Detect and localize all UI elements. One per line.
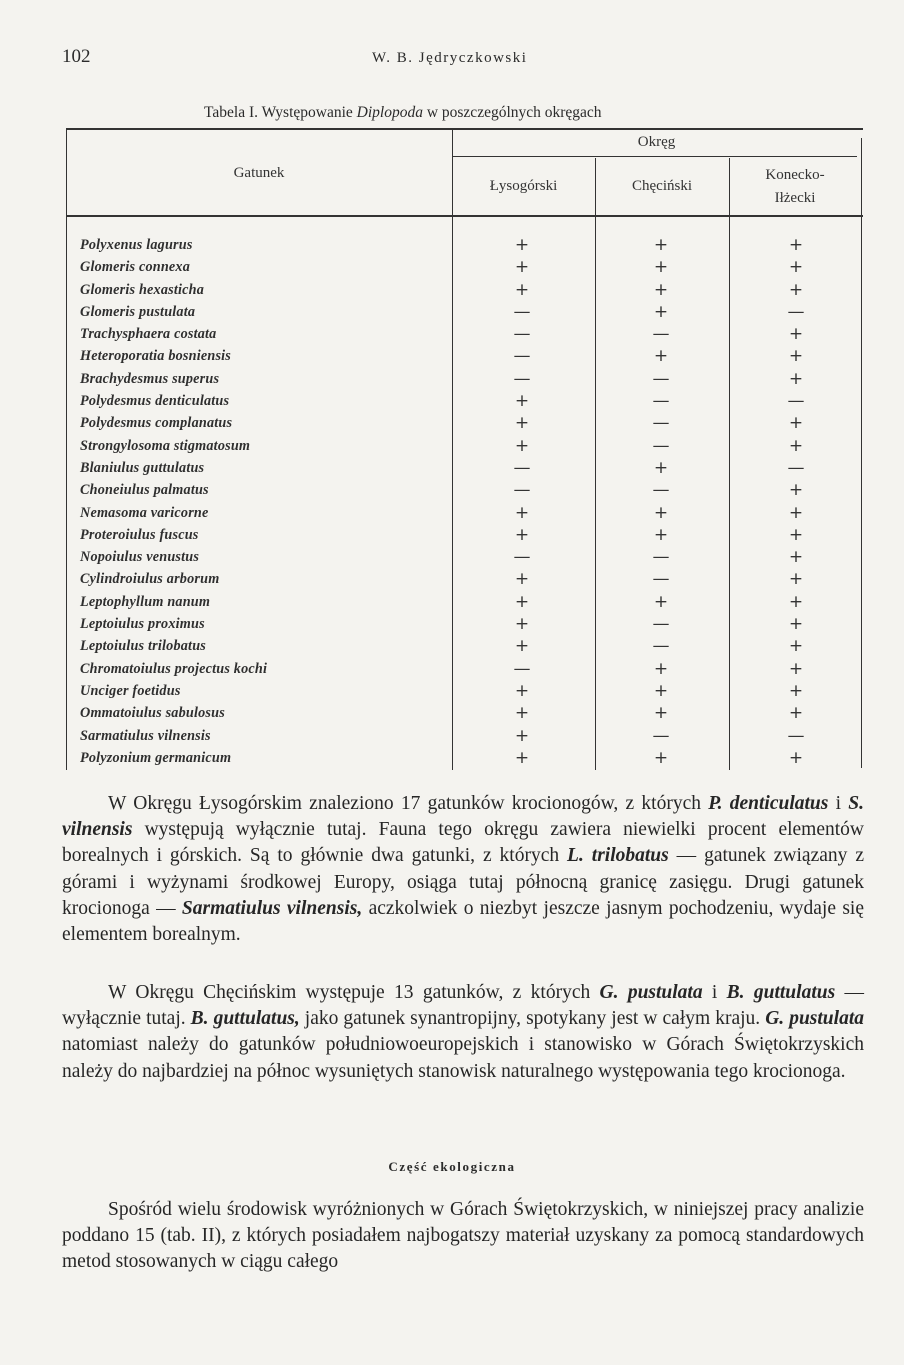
occurrence-mark-c1: +	[514, 257, 530, 278]
occurrence-mark-c1: +	[514, 435, 530, 456]
occurrence-mark-c3: +	[788, 324, 804, 345]
species-name: Choneiulus palmatus	[80, 482, 209, 499]
species-name: Heteroporatia bosniensis	[80, 348, 232, 365]
p2-i4: G. pustulata	[765, 1008, 864, 1030]
p2-t5: natomiast należy do gatunków południowoeuropejskich i stanowisko w Górach Świętokrzyskich należy do najbardziej na północ wysuniętych stanowisk naturalnego występowania tego krocionoga.	[62, 1034, 864, 1082]
p1-t2: i	[828, 793, 849, 814]
occurrence-mark-c1: —	[513, 457, 531, 478]
species-name: Nemasoma varicorne	[80, 504, 209, 521]
species-name: Glomeris hexasticha	[80, 281, 205, 298]
occurrence-mark-c2: +	[653, 346, 669, 367]
table-header-rule	[66, 215, 863, 217]
species-name: Chromatoiulus projectus kochi	[80, 660, 268, 677]
species-name: Ommatoiulus sabulosus	[80, 705, 225, 722]
table-row	[66, 345, 876, 367]
p1-i4: Sarmatiulus vilnensis,	[181, 897, 363, 919]
species-name: Blaniulus guttulatus	[80, 459, 205, 476]
species-name: Cylindroiulus arborum	[80, 571, 220, 588]
species-name: Polydesmus denticulatus	[80, 393, 230, 410]
p1-t3: występują wyłącznie tutaj. Fauna tego okręgu zawiera niewielki procent elementów borealnych i górskich. Są to głównie dwa gatunki, z których	[62, 819, 864, 867]
occurrence-mark-c1: —	[513, 480, 531, 501]
p1-t4: — gatunek związany z górami i wyżynami środkowej Europy, osiąga tutaj północną granicę zasięgu. Drugi gatunek krocionoga —	[62, 845, 864, 919]
occurrence-mark-c3: +	[788, 614, 804, 635]
p1-i3: L. trilobatus	[567, 845, 669, 867]
occurrence-mark-c2: —	[652, 636, 670, 657]
occurrence-mark-c3: +	[788, 591, 804, 612]
p2-i3: B. guttulatus,	[190, 1008, 300, 1030]
header-lysogorski: Łysogórski	[489, 178, 558, 194]
occurrence-mark-c3: —	[787, 391, 805, 412]
table-row	[66, 725, 876, 747]
header-checinski: Chęciński	[632, 178, 692, 194]
table-row	[66, 680, 876, 702]
occurrence-mark-c3: +	[788, 680, 804, 701]
occurrence-mark-c3: +	[788, 257, 804, 278]
occurrence-mark-c2: —	[652, 614, 670, 635]
occurrence-mark-c1: —	[513, 658, 531, 679]
species-name: Proteroiulus fuscus	[80, 526, 199, 543]
occurrence-mark-c3: —	[787, 725, 805, 746]
running-head: W. B. Jędryczkowski	[372, 50, 528, 66]
occurrence-mark-c2: +	[653, 279, 669, 300]
paragraph-ecology: Spośród wielu środowisk wyróżnionych w Górach Świętokrzyskich, w niniejszej pracy analizie poddano 15 (tab. II), z których posiadałem najbogatszy materiał uzyskany za pomocą standardowych metod stosowanych w ciągu całego	[62, 1199, 864, 1273]
occurrence-mark-c1: —	[513, 547, 531, 568]
occurrence-mark-c1: +	[514, 747, 530, 768]
occurrence-mark-c3: +	[788, 658, 804, 679]
p2-t3: — wyłącznie tutaj.	[62, 982, 864, 1030]
table-row	[66, 435, 876, 457]
occurrence-mark-c1: —	[513, 346, 531, 367]
table-row	[66, 613, 876, 635]
occurrence-mark-c1: +	[514, 524, 530, 545]
p1-t1: W Okręgu Łysogórskim znaleziono 17 gatunków krocionogów, z których	[108, 793, 709, 814]
table-row	[66, 524, 876, 546]
occurrence-mark-c1: —	[513, 324, 531, 345]
occurrence-mark-c2: —	[652, 569, 670, 590]
table-row	[66, 479, 876, 501]
table-row	[66, 279, 876, 301]
page-number: 102	[62, 46, 91, 67]
p1-t5: aczkolwiek o niezbyt jeszcze jasnym pochodzeniu, wydaje się elementem borealnym.	[62, 897, 864, 946]
header-species: Gatunek	[233, 165, 285, 181]
occurrence-mark-c3: +	[788, 235, 804, 255]
header-konecko-line1: Konecko-	[765, 167, 825, 183]
species-name: Nopoiulus venustus	[80, 549, 200, 566]
occurrence-mark-c1: +	[514, 725, 530, 746]
species-name: Leptoiulus proximus	[80, 616, 205, 633]
occurrence-mark-c1: +	[514, 636, 530, 657]
species-name: Polyzonium germanicum	[80, 749, 232, 766]
occurrence-mark-c1: +	[514, 391, 530, 412]
occurrence-mark-c3: +	[788, 368, 804, 389]
occurrence-mark-c3: +	[788, 569, 804, 590]
occurrence-mark-c1: +	[514, 413, 530, 434]
p2-i2: B. guttulatus	[726, 982, 836, 1003]
table-row	[66, 368, 876, 390]
table-row	[66, 747, 876, 769]
header-konecko-line2: Iłżecki	[774, 190, 816, 206]
occurrence-mark-c2: —	[652, 368, 670, 389]
species-name: Strongylosoma stigmatosum	[80, 437, 251, 454]
occurrence-mark-c2: +	[653, 591, 669, 612]
occurrence-mark-c2: +	[653, 703, 669, 724]
species-name: Polydesmus complanatus	[80, 415, 233, 432]
occurrence-mark-c2: —	[652, 324, 670, 345]
occurrence-mark-c3: +	[788, 279, 804, 300]
header-district: Okręg	[637, 134, 676, 150]
table-row	[66, 546, 876, 568]
occurrence-mark-c1: +	[514, 680, 530, 701]
occurrence-mark-c2: +	[653, 680, 669, 701]
species-name: Leptoiulus trilobatus	[80, 638, 207, 655]
p2-t2: i	[702, 982, 727, 1003]
occurrence-mark-c2: —	[652, 547, 670, 568]
occurrence-mark-c2: —	[652, 725, 670, 746]
table-row	[66, 635, 876, 657]
occurrence-mark-c2: +	[653, 257, 669, 278]
occurrence-mark-c1: +	[514, 502, 530, 523]
species-name: Glomeris connexa	[80, 259, 191, 276]
table-row	[66, 457, 876, 479]
paragraph-checinski	[62, 980, 864, 1085]
caption-suffix: w poszczególnych okręgach	[422, 104, 602, 121]
species-name: Sarmatiulus vilnensis	[80, 727, 211, 744]
table-row	[66, 390, 876, 412]
occurrence-mark-c3: +	[788, 636, 804, 657]
occurrence-mark-c1: +	[514, 703, 530, 724]
p1-i2: S. vilnensis	[62, 793, 864, 841]
occurrence-mark-c2: —	[652, 435, 670, 456]
table-row	[66, 412, 876, 434]
occurrence-mark-c1: —	[513, 301, 531, 322]
section-title: Część ekologiczna	[388, 1159, 516, 1174]
table-row	[66, 301, 876, 323]
species-name: Trachysphaera costata	[80, 326, 217, 343]
p2-i1: G. pustulata	[599, 982, 703, 1003]
table-row	[66, 702, 876, 724]
table-row	[66, 591, 876, 613]
occurrence-mark-c2: +	[653, 502, 669, 523]
occurrence-mark-c3: +	[788, 480, 804, 501]
occurrence-mark-c3: +	[788, 435, 804, 456]
occurrence-mark-c3: +	[788, 703, 804, 724]
occurrence-mark-c2: +	[653, 235, 669, 255]
header-konecko-ilzecki	[729, 164, 861, 210]
occurrence-mark-c2: —	[652, 480, 670, 501]
occurrence-mark-c3: +	[788, 346, 804, 367]
table-row	[66, 658, 876, 680]
table-row	[66, 323, 876, 345]
table-caption	[204, 104, 602, 122]
occurrence-mark-c1: —	[513, 368, 531, 389]
table-body	[66, 234, 876, 769]
p1-i1: P. denticulatus	[708, 793, 829, 814]
species-name: Unciger foetidus	[80, 682, 181, 699]
occurrence-mark-c3: +	[788, 547, 804, 568]
occurrence-mark-c3: —	[787, 457, 805, 478]
caption-taxon: Diplopoda	[356, 104, 423, 121]
table-top-rule	[66, 128, 863, 130]
occurrence-mark-c3: —	[787, 301, 805, 322]
occurrence-mark-c1: +	[514, 614, 530, 635]
table-row	[66, 502, 876, 524]
p2-t4: jako gatunek synantropijny, spotykany jest w całym kraju.	[299, 1008, 766, 1030]
species-name: Brachydesmus superus	[80, 370, 220, 387]
occurrence-mark-c3: +	[788, 524, 804, 545]
occurrence-mark-c2: +	[653, 524, 669, 545]
occurrence-mark-c2: +	[653, 658, 669, 679]
species-name: Polyxenus lagurus	[80, 237, 193, 253]
table-row	[66, 568, 876, 590]
species-name: Leptophyllum nanum	[80, 593, 211, 610]
occurrence-mark-c3: +	[788, 413, 804, 434]
occurrence-mark-c3: +	[788, 747, 804, 768]
occurrence-mark-c3: +	[788, 502, 804, 523]
occurrence-mark-c2: +	[653, 747, 669, 768]
table-group-rule	[452, 156, 857, 157]
occurrence-mark-c1: +	[514, 569, 530, 590]
p2-t1: W Okręgu Chęcińskim występuje 13 gatunków, z których	[108, 982, 600, 1003]
species-name: Glomeris pustulata	[80, 303, 196, 320]
occurrence-mark-c2: —	[652, 413, 670, 434]
occurrence-mark-c2: —	[652, 391, 670, 412]
caption-prefix: Tabela I. Występowanie	[204, 104, 357, 121]
occurrence-mark-c2: +	[653, 457, 669, 478]
table-row	[66, 234, 876, 256]
occurrence-mark-c2: +	[653, 301, 669, 322]
occurrence-mark-c1: +	[514, 279, 530, 300]
paragraph-lysogorski	[62, 791, 864, 948]
occurrence-mark-c1: +	[514, 235, 530, 255]
table-row	[66, 256, 876, 278]
occurrence-mark-c1: +	[514, 591, 530, 612]
